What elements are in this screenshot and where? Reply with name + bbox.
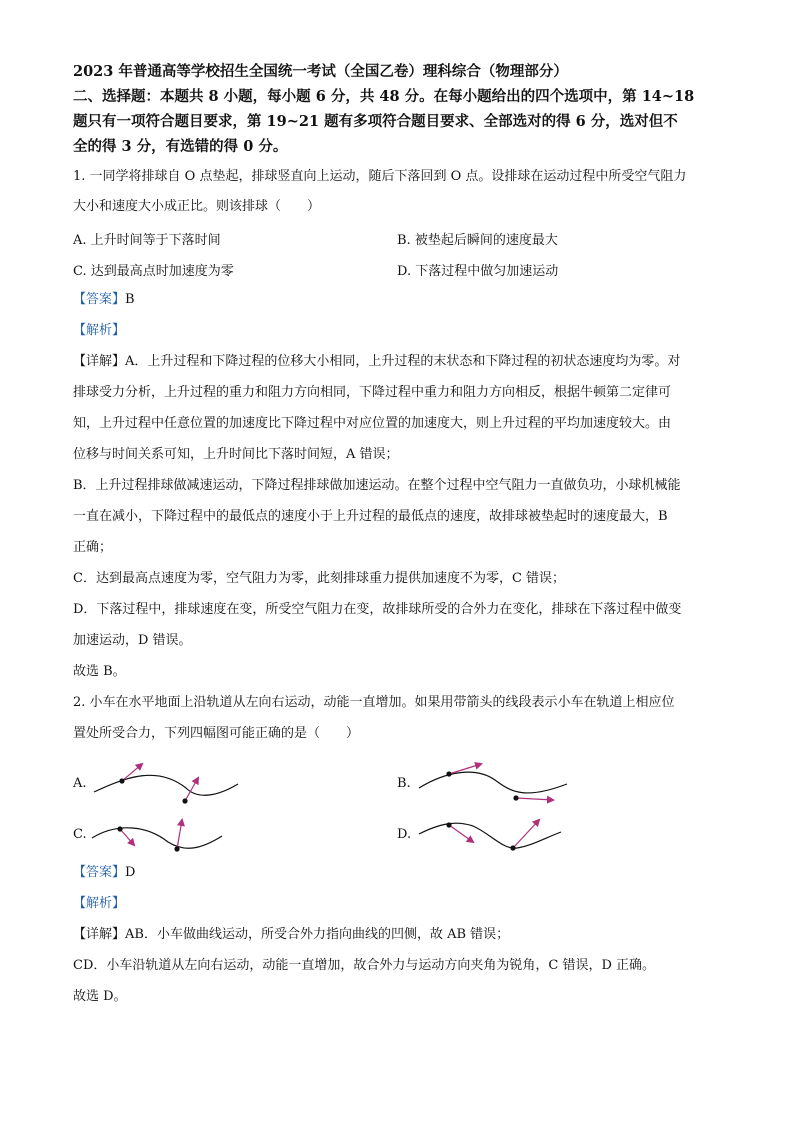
page-title: 2023 年普通高等学校招生全国统一考试（全国乙卷）理科综合（物理部分） [73,63,568,80]
car-point [513,795,518,800]
q2-fig-b-label: B. [397,776,411,791]
q1-detail-line: B．上升过程排球做减速运动，下降过程排球做加速运动。在整个过程中空气阻力一直做负功，小球机械能 [73,478,681,493]
section-instructions-line-1: 二、选择题：本题共 8 小题，每小题 6 分，共 48 分。在每小题给出的四个选项中，第 14~18 [73,88,695,105]
section-instructions-line-2: 题只有一项符合题目要求，第 19~21 题有多项符合题目要求、全部选对的得 6 分，选对但不 [73,113,678,130]
q1-detail-line: 一直在减小，下降过程中的最低点的速度小于上升过程的最低点的速度，故排球被垫起时的速度最大，B [73,509,668,524]
q1-analysis-tag: 【解析】 [73,323,126,338]
q2-fig-c-label: C. [73,827,87,842]
track-curve [419,823,561,848]
q1-detail-line: 加速运动，D 错误。 [73,633,192,648]
q2-detail-line: CD．小车沿轨道从左向右运动，动能一直增加，故合外力与运动方向夹角为锐角，C 错误，D 正确。 [73,958,656,973]
car-point [174,846,179,851]
q2-fig-a-label: A. [73,776,87,791]
q1-detail-line: 故选 B。 [73,664,126,679]
car-point [446,822,451,827]
q2-answer [73,864,135,882]
q1-option-d: D. 下落过程中做匀加速运动 [397,264,559,279]
answer-value: D [125,865,136,880]
car-point [446,771,451,776]
force-arrow [177,820,182,849]
force-arrow [120,829,134,845]
q2-fig-d-label: D. [397,827,412,842]
q2-analysis-tag: 【解析】 [73,896,126,911]
track-curve [94,775,238,795]
force-arrow [122,764,142,781]
q1-detail-line: 排球受力分析，上升过程的重力和阻力方向相同，下降过程中重力和阻力方向相反，根据牛顿第二定律可 [73,385,672,400]
car-point [510,845,515,850]
q1-option-a: A. 上升时间等于下落时间 [73,233,221,248]
force-arrow [449,825,473,842]
force-arrow [516,798,553,800]
q1-detail-line: 正确； [73,540,113,555]
q2-figure-b [415,758,575,808]
q1-option-c: C. 达到最高点时加速度为零 [73,264,234,279]
q1-answer [73,291,135,309]
track-curve [419,772,567,793]
answer-tag: 【答案】 [73,865,126,880]
track-curve [92,828,222,848]
q1-stem-line-2: 大小和速度大小成正比。则该排球（ ） [73,199,321,214]
q2-stem-line-2: 置处所受合力，下列四幅图可能正确的是（ ） [73,726,360,741]
q2-stem-line-1: 2. 小车在水平地面上沿轨道从左向右运动，动能一直增加。如果用带箭头的线段表示小车在轨道上相应位 [73,695,675,710]
car-point [182,798,187,803]
answer-value: B [125,292,135,307]
q2-figure-d [415,812,565,858]
answer-tag: 【答案】 [73,292,126,307]
q1-detail-line: 【详解】A．上升过程和下降过程的位移大小相同，上升过程的末状态和下降过程的初状态速度均为零。对 [73,354,681,369]
q2-figure-c [88,812,228,858]
force-arrow [513,820,539,848]
q1-detail-line: C．达到最高点速度为零，空气阻力为零，此刻排球重力提供加速度不为零，C 错误； [73,571,566,586]
car-point [117,826,122,831]
q2-detail-line: 【详解】AB．小车做曲线运动，所受合外力指向曲线的凹侧，故 AB 错误； [73,927,510,942]
car-point [119,778,124,783]
section-instructions-line-3: 全的得 3 分，有选错的得 0 分。 [73,138,288,155]
q1-option-b: B. 被垫起后瞬间的速度最大 [397,233,558,248]
q1-stem-line-1: 1. 一同学将排球自 O 点垫起，排球竖直向上运动，随后下落回到 O 点。设排球在运动过程中所受空气阻力 [73,169,687,184]
q1-detail-line: D．下落过程中，排球速度在变，所受空气阻力在变，故排球所受的合外力在变化，排球在下落过程中做变 [73,602,682,617]
q1-detail-line: 位移与时间关系可知，上升时间比下落时间短，A 错误； [73,447,399,462]
q2-figure-a [88,756,248,808]
q2-detail-line: 故选 D。 [73,989,127,1004]
q1-detail-line: 知，上升过程中任意位置的加速度比下降过程中对应位置的加速度大，则上升过程的平均加速度较大。由 [73,416,672,431]
